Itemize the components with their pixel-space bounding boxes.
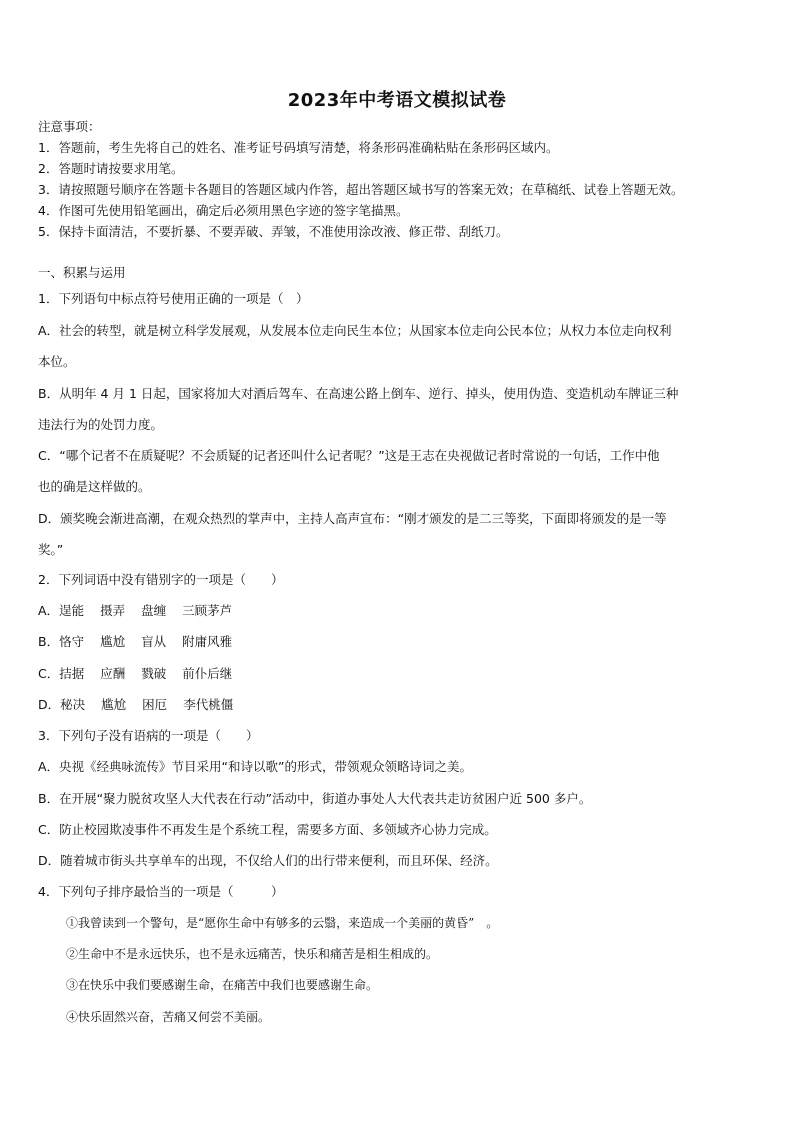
option-word: 李代桃僵 xyxy=(183,697,234,712)
option-word: 摄弄 xyxy=(100,603,126,618)
option-word: 尴尬 xyxy=(100,634,126,649)
option-word: 拮据 xyxy=(59,666,85,681)
sentence-1: ①我曾读到一个警句，是“愿你生命中有够多的云翳，来造成一个美丽的黄昏” 。 xyxy=(66,916,499,930)
notice-item: 5．保持卡面清洁，不要折暴、不要弄破、弄皱，不准使用涂改液、修正带、刮纸刀。 xyxy=(38,224,509,239)
option-d-line: 奖。” xyxy=(38,542,64,557)
option-a: A．央视《经典咏流传》节目采用“和诗以歌”的形式，带领观众领略诗词之美。 xyxy=(38,759,473,774)
option-label: D． xyxy=(38,697,61,712)
option-b: B．在开展“聚力脱贫攻坚人大代表在行动”活动中，街道办事处人大代表共走访贫困户近 500 多户。 xyxy=(38,791,592,806)
option-label: A． xyxy=(38,603,60,618)
option-word: 前仆后继 xyxy=(182,666,233,681)
question-stem: 2．下列词语中没有错别字的一项是（ ） xyxy=(38,572,284,587)
option-d-line: D．颁奖晚会渐进高潮，在观众热烈的掌声中，主持人高声宣布：“刚才颁发的是二三等奖，下面即将颁发的是一等 xyxy=(38,511,667,526)
sentence-3: ③在快乐中我们要感谢生命，在痛苦中我们也要感谢生命。 xyxy=(66,978,379,992)
sentence-2: ②生命中不是永远快乐，也不是永远痛苦，快乐和痛苦是相生相成的。 xyxy=(66,947,439,961)
option-b-line: 违法行为的处罚力度。 xyxy=(38,417,164,432)
option-word: 秘决 xyxy=(60,697,86,712)
option-c-line: 也的确是这样做的。 xyxy=(38,479,151,494)
option-a-line: A．社会的转型，就是树立科学发展观，从发展本位走向民生本位；从国家本位走向公民本位；从权力本位走向权利 xyxy=(38,323,672,338)
section-heading: 一、积累与运用 xyxy=(38,265,126,280)
option-a xyxy=(38,602,248,620)
option-label: C． xyxy=(38,666,60,681)
exam-title: 2023年中考语文模拟试卷 xyxy=(287,90,507,111)
notice-item: 2．答题时请按要求用笔。 xyxy=(38,161,184,176)
option-d: D．随着城市街头共享单车的出现，不仅给人们的出行带来便利，而且环保、经济。 xyxy=(38,853,498,868)
option-c-line: C．“哪个记者不在质疑呢？不会质疑的记者还叫什么记者呢？”这是王志在央视做记者时常说的一句话，工作中他 xyxy=(38,448,660,463)
option-a-line: 本位。 xyxy=(38,354,76,369)
option-word: 戮破 xyxy=(141,666,167,681)
option-d xyxy=(38,696,249,714)
notice-item: 3．请按照题号顺序在答题卡各题目的答题区域内作答，超出答题区域书写的答案无效；在草稿纸、试卷上答题无效。 xyxy=(38,182,684,197)
question-stem: 1．下列语句中标点符号使用正确的一项是（ ） xyxy=(38,291,309,306)
option-word: 逞能 xyxy=(59,603,85,618)
option-word: 应酬 xyxy=(100,666,126,681)
option-word: 盲从 xyxy=(141,634,167,649)
option-word: 尴尬 xyxy=(101,697,127,712)
notice-item: 4．作图可先使用铅笔画出，确定后必须用黑色字迹的签字笔描黑。 xyxy=(38,203,409,218)
question-stem: 4．下列句子排序最恰当的一项是（ ） xyxy=(38,884,284,899)
option-c xyxy=(38,665,248,683)
option-word: 盘缠 xyxy=(141,603,167,618)
option-word: 三顾茅芦 xyxy=(182,603,233,618)
option-word: 困厄 xyxy=(142,697,168,712)
option-word: 附庸风雅 xyxy=(182,634,233,649)
option-b xyxy=(38,633,248,651)
notice-heading: 注意事项： xyxy=(38,119,101,134)
option-label: B． xyxy=(38,634,60,649)
notice-item: 1．答题前，考生先将自己的姓名、准考证号码填写清楚，将条形码准确粘贴在条形码区域内。 xyxy=(38,140,559,155)
option-word: 恪守 xyxy=(59,634,85,649)
option-b-line: B．从明年 4 月 1 日起，国家将加大对酒后驾车、在高速公路上倒车、逆行、掉头，使用伪造、变造机动车牌证三种 xyxy=(38,386,679,401)
question-stem: 3．下列句子没有语病的一项是（ ） xyxy=(38,728,259,743)
sentence-4: ④快乐固然兴奋，苦痛又何尝不美丽。 xyxy=(66,1010,271,1024)
option-c: C．防止校园欺凌事件不再发生是个系统工程，需要多方面、多领域齐心协力完成。 xyxy=(38,822,497,837)
